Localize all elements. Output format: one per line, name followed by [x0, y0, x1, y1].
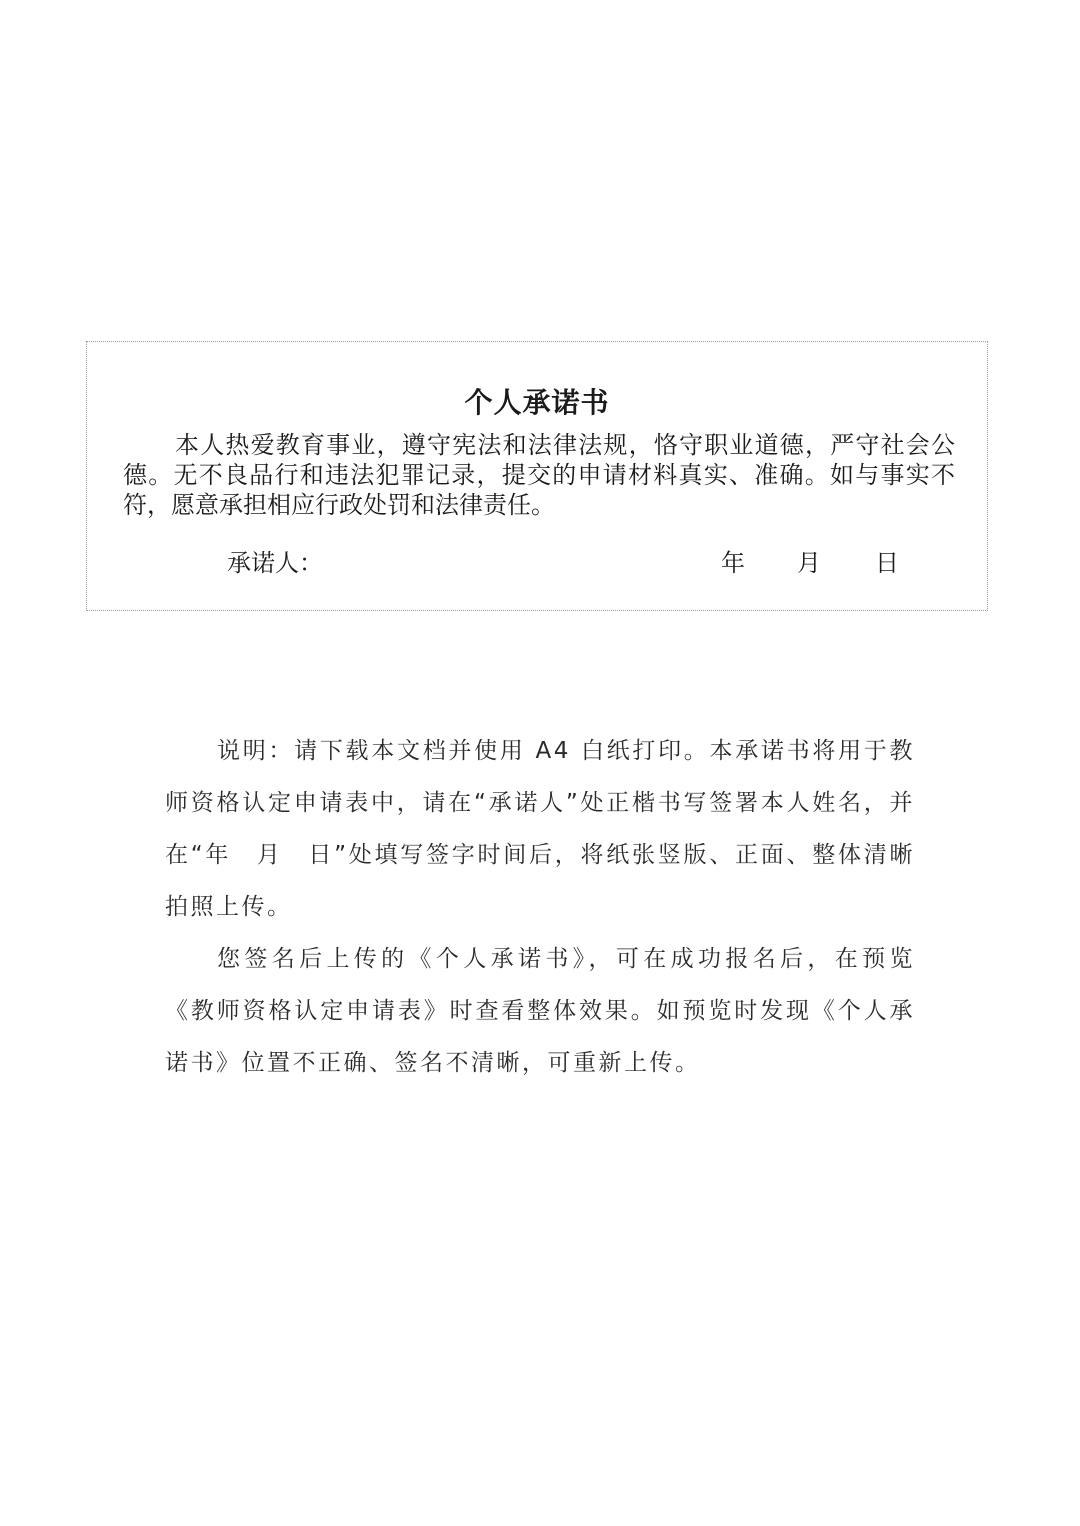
signer-label: 承诺人： — [227, 549, 323, 577]
instructions-paragraph-1: 说明：请下载本文档并使用 A4 白纸打印。本承诺书将用于教师资格认定申请表中，请在“承诺人”处正楷书写签署本人姓名，并在“年 月 日”处填写签字时间后，将纸张竖版、正面、整体清晰拍照上传。 — [165, 738, 915, 920]
instructions-paragraph-2: 您签名后上传的《个人承诺书》，可在成功报名后，在预览《教师资格认定申请表》时查看整体效果。如预览时发现《个人承诺书》位置不正确、签名不清晰，可重新上传。 — [165, 946, 915, 1076]
date-day-label: 日 — [875, 549, 899, 577]
pledge-box — [86, 341, 988, 611]
date-year-label: 年 — [721, 549, 745, 577]
pledge-body: 本人热爱教育事业，遵守宪法和法律法规，恪守职业道德，严守社会公德。无不良品行和违法犯罪记录，提交的申请材料真实、准确。如与事实不符，愿意承担相应行政处罚和法律责任。 — [123, 431, 955, 519]
instructions-note — [165, 725, 915, 1089]
pledge-title: 个人承诺书 — [464, 386, 610, 419]
date-month-label: 月 — [797, 549, 821, 577]
